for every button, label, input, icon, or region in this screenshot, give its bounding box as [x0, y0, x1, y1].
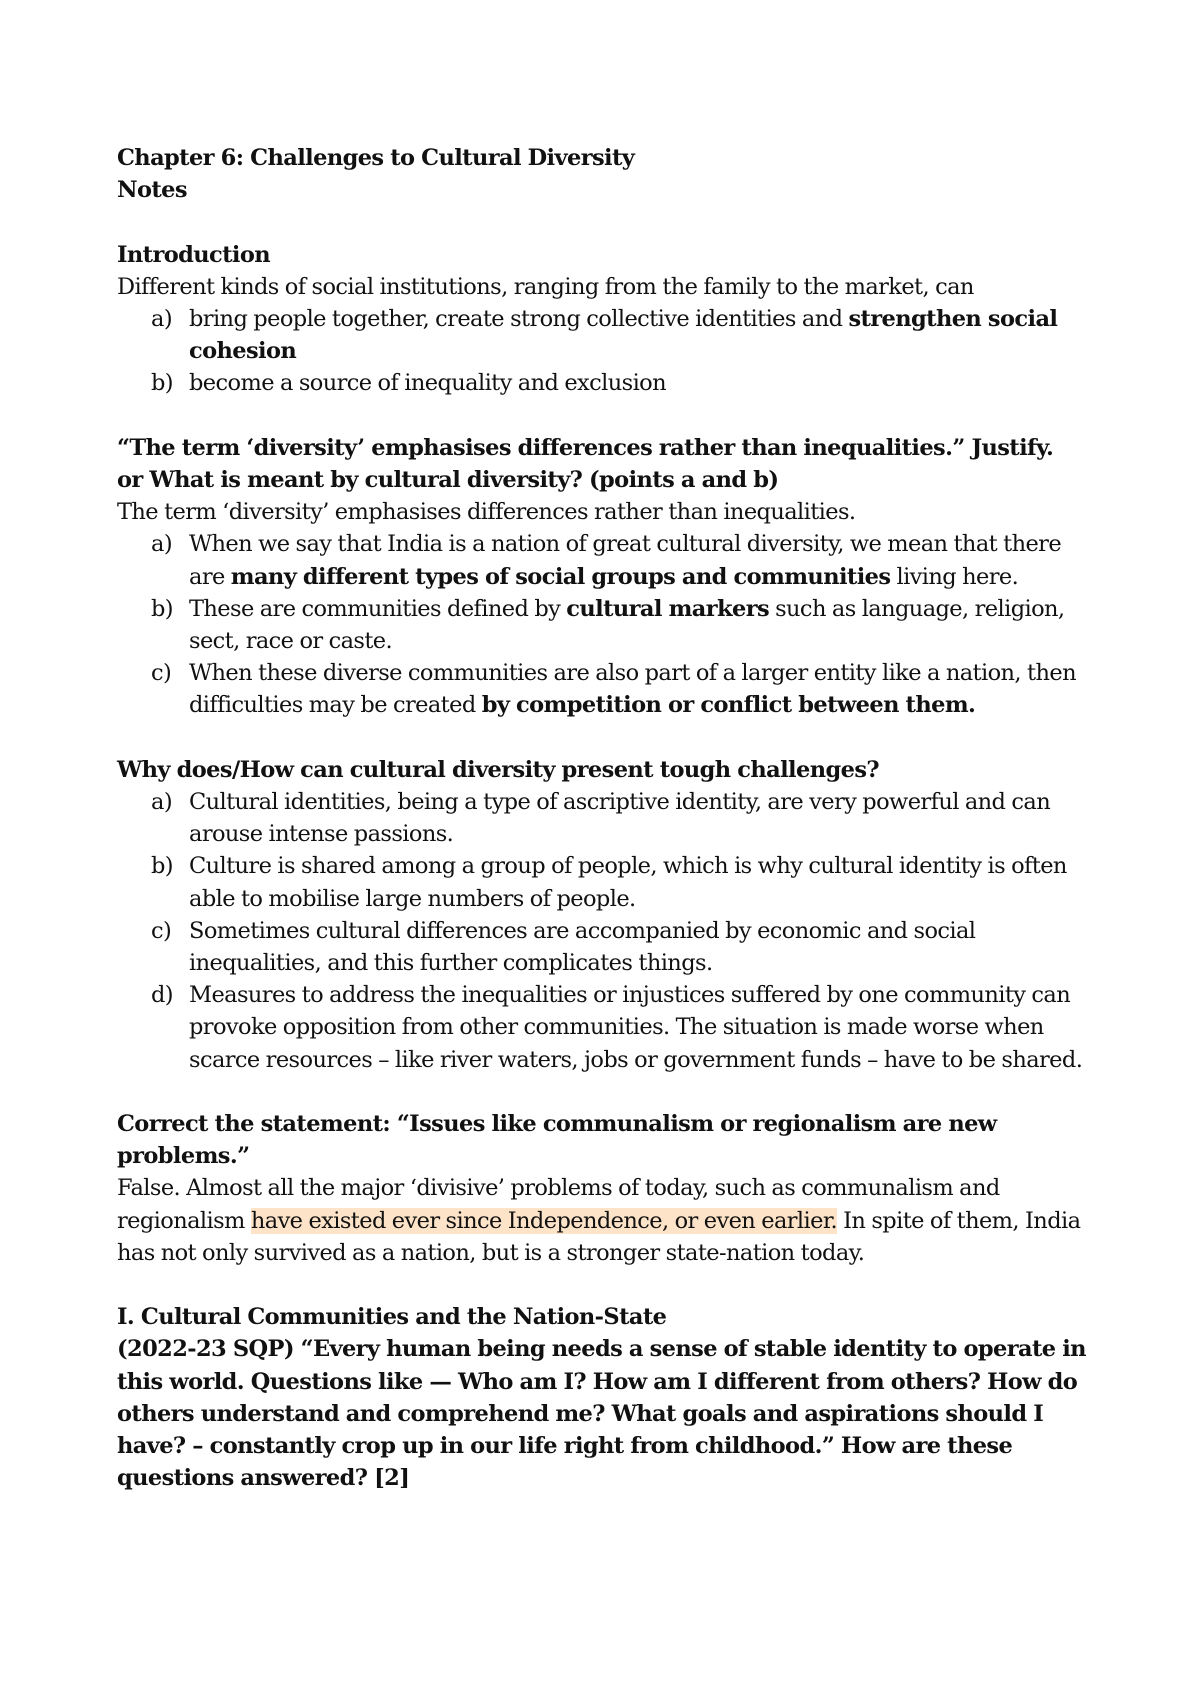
list-item-bold: strengthen social cohesion	[189, 306, 1058, 365]
list-item-text: These are communities defined by	[189, 595, 567, 622]
list-item-text: become a source of inequality and exclusion	[189, 370, 667, 397]
list-item	[117, 850, 1097, 914]
list-item-text: When these diverse communities are also part of a larger entity like a nation, then difficulties may be created	[189, 660, 1076, 719]
list-item	[117, 657, 1097, 721]
list-item	[117, 593, 1097, 657]
list-marker: b)	[151, 595, 173, 622]
list-marker: d)	[151, 982, 173, 1009]
diversity-lead: The term ‘diversity’ emphasises differences rather than inequalities.	[117, 499, 856, 526]
list-marker: a)	[151, 531, 172, 558]
section-question: (2022-23 SQP) “Every human being needs a sense of stable identity to operate in this world. Questions like — Who am I? How am I different from others? How do others understand and comprehend me? What goals and aspirations should I have? – constantly crop up in our life right from childhood.” How are these questions answered? [2]	[117, 1336, 1086, 1492]
list-item-bold: by competition or conflict between them.	[481, 692, 976, 719]
list-marker: a)	[151, 306, 172, 332]
intro-lead: Different kinds of social institutions, ranging from the family to the market, can	[117, 273, 974, 300]
spacer	[117, 206, 1097, 238]
diversity-question-line2: or What is meant by cultural diversity? (points a and b)	[117, 467, 779, 493]
list-item-text: such as language, religion, sect, race or caste.	[189, 595, 1065, 655]
correct-answer	[117, 1172, 1097, 1269]
list-marker: b)	[151, 853, 173, 880]
challenges-heading: Why does/How can cultural diversity present tough challenges?	[117, 756, 879, 783]
chapter-title: Chapter 6: Challenges to Cultural Diversity	[117, 145, 635, 171]
list-item	[117, 303, 1097, 367]
list-item-text: Cultural identities, being a type of ascriptive identity, are very powerful and can arouse intense passions.	[189, 789, 1051, 848]
list-marker: b)	[151, 370, 173, 397]
list-item	[117, 979, 1097, 1076]
document-page	[117, 142, 1097, 1494]
spacer	[117, 1269, 1097, 1301]
list-item-text: Sometimes cultural differences are accompanied by economic and social inequalities, and this further complicates things.	[189, 917, 976, 977]
spacer	[117, 400, 1097, 432]
intro-heading: Introduction	[117, 241, 271, 268]
section-heading: I. Cultural Communities and the Nation-State	[117, 1304, 667, 1331]
list-item-text: Culture is shared among a group of people, which is why cultural identity is often able to mobilise large numbers of people.	[189, 853, 1067, 912]
list-marker: c)	[151, 917, 172, 944]
answer-text: In spite of them, India has not only survived as a nation, but is a stronger state-nation today.	[117, 1207, 1081, 1266]
diversity-list	[117, 528, 1097, 721]
list-item-text: When we say that India is a nation of great cultural diversity, we mean that there are	[189, 531, 1062, 590]
challenges-list	[117, 786, 1097, 1076]
list-item	[117, 786, 1097, 850]
list-item-text: Measures to address the inequalities or injustices suffered by one community can provoke opposition from other communities. The situation is made worse when scarce resources – like river waters, jobs or government funds – have to be shared.	[189, 982, 1083, 1073]
answer-text: False. Almost all the major ‘divisive’ problems of today, such as communalism and regionalism	[117, 1175, 1000, 1234]
diversity-question-line1: “The term ‘diversity’ emphasises differences rather than inequalities.” Justify.	[117, 434, 1054, 461]
list-marker: a)	[151, 789, 172, 816]
list-item-text: living here.	[890, 563, 1019, 590]
list-item-text: bring people together, create strong collective identities and	[189, 306, 849, 332]
list-item	[117, 528, 1097, 592]
list-item	[117, 367, 1097, 399]
spacer	[117, 722, 1097, 754]
list-item-bold: many different types of social groups and communities	[230, 563, 891, 590]
intro-list	[117, 303, 1097, 400]
notes-subtitle: Notes	[117, 177, 187, 204]
correct-heading-line1: Correct the statement: “Issues like communalism or regionalism are new	[117, 1111, 997, 1138]
correct-heading-line2: problems.”	[117, 1143, 250, 1170]
list-item-bold: cultural markers	[566, 595, 770, 622]
answer-highlight: have existed ever since Independence, or even earlier.	[250, 1207, 838, 1234]
list-marker: c)	[151, 660, 172, 687]
spacer	[117, 1076, 1097, 1108]
list-item	[117, 915, 1097, 979]
